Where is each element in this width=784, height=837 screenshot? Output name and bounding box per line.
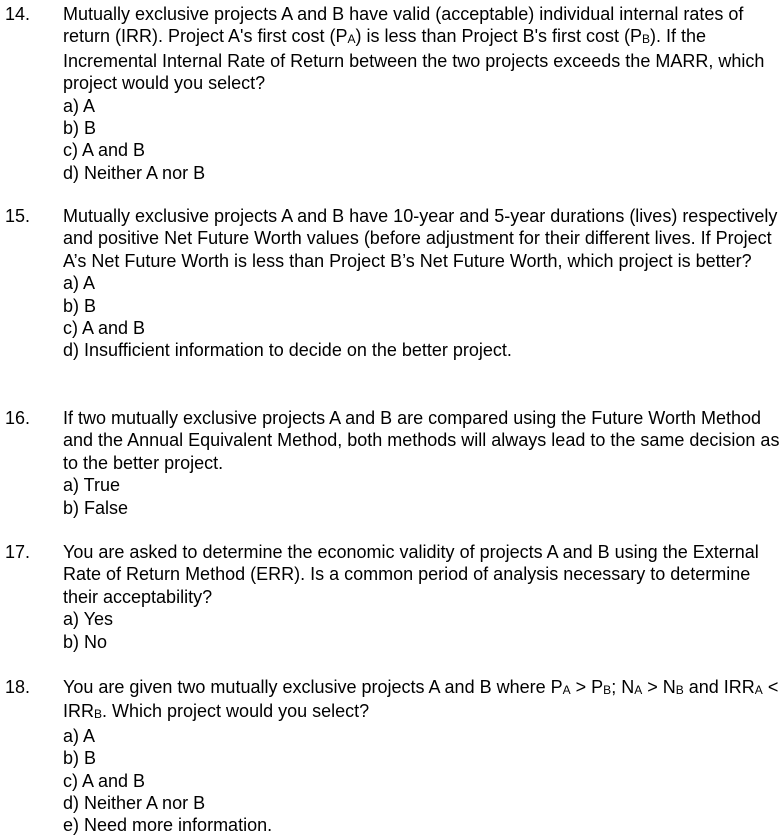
answer-option: a) A	[63, 273, 96, 294]
answer-option: a) Yes	[63, 609, 114, 630]
subscript: A	[347, 32, 356, 47]
question-stem	[63, 3, 780, 95]
option-list	[63, 272, 780, 362]
stem-text: You are given two mutually exclusive projects A and B where P	[63, 677, 563, 697]
option-list	[63, 725, 780, 837]
stem-text: . Which project would you select?	[102, 701, 370, 722]
question-body	[63, 407, 780, 519]
answer-option: b) B	[63, 748, 97, 769]
answer-option: d) Neither A nor B	[63, 793, 206, 814]
answer-option: c) A and B	[63, 318, 146, 339]
question-body	[63, 205, 780, 362]
answer-option: c) A and B	[63, 140, 146, 161]
subscript: B	[642, 32, 651, 47]
question-body	[63, 541, 780, 653]
subscript: A	[754, 683, 763, 697]
question-body	[63, 676, 780, 837]
subscript: B	[94, 707, 103, 722]
option-list	[63, 95, 780, 185]
question-number: 18.	[5, 677, 31, 697]
stem-text: ) is less than Project B's first cost (P	[355, 26, 643, 47]
stem-text: and IRR	[683, 677, 755, 697]
question-stem	[63, 541, 780, 608]
stem-text: < IRR	[63, 677, 779, 722]
stem-text: ; N	[611, 677, 635, 697]
answer-option: a) A	[63, 725, 96, 746]
question-stem	[63, 676, 780, 725]
answer-option: b) False	[63, 497, 129, 518]
stem-text: Mutually exclusive projects A and B have 10-year and 5-year durations (lives) respectively and positive Net Future Worth values (before adjustment for their different lives. If Project A’s Net Future Worth is less than Project B’s Net Future Worth, which project is better?	[63, 206, 778, 271]
question-body	[63, 3, 780, 184]
stem-text: Mutually exclusive projects A and B have valid (acceptable) individual internal rates of return (IRR). Project A's first cost (P	[63, 4, 744, 47]
question-number: 14.	[5, 4, 31, 24]
question-number: 17.	[5, 542, 31, 562]
answer-option: b) B	[63, 295, 97, 316]
answer-option: e) Need more information.	[63, 815, 273, 836]
stem-text: You are asked to determine the economic validity of projects A and B using the External Rate of Return Method (ERR). Is a common period of analysis necessary to determine their acceptability?	[63, 542, 759, 607]
answer-option: a) A	[63, 95, 96, 116]
stem-text: ). If the Incremental Internal Rate of Return between the two projects exceeds the MARR, which project would you select?	[63, 26, 765, 94]
option-list	[63, 474, 780, 519]
stem-text: > N	[642, 677, 676, 697]
subscript: B	[603, 683, 612, 697]
answer-option: b) No	[63, 631, 108, 652]
answer-option: d) Insufficient information to decide on the better project.	[63, 340, 512, 361]
question-number: 15.	[5, 206, 31, 226]
answer-option: c) A and B	[63, 770, 146, 791]
option-list	[63, 608, 780, 653]
stem-text: If two mutually exclusive projects A and B are compared using the Future Worth Method and the Annual Equivalent Method, both methods will always lead to the same decision as to the better project.	[63, 408, 780, 473]
question-stem	[63, 205, 780, 272]
subscript: A	[634, 683, 643, 697]
answer-option: a) True	[63, 475, 121, 496]
subscript: A	[562, 683, 571, 697]
subscript: B	[675, 683, 684, 697]
question-stem	[63, 407, 780, 474]
answer-option: b) B	[63, 118, 97, 139]
stem-text: > P	[570, 677, 604, 697]
question-number: 16.	[5, 408, 31, 428]
answer-option: d) Neither A nor B	[63, 162, 206, 183]
